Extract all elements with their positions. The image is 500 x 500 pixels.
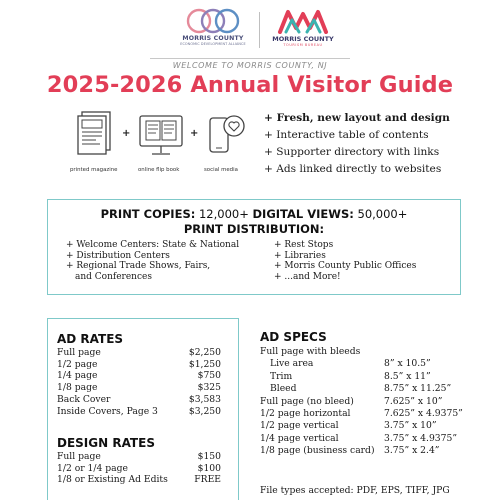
rate-price: $1,250 — [188, 358, 221, 370]
design-rates-heading: DESIGN RATES — [57, 436, 155, 450]
rate-label: 1/2 page — [57, 358, 98, 370]
feature-item: + Fresh, new layout and design — [264, 112, 450, 124]
rate-row — [57, 451, 221, 463]
list-item: + Rest Stops — [274, 240, 334, 250]
rate-row — [57, 382, 221, 394]
rate-price: $3,583 — [188, 393, 221, 405]
format-label: online flip book — [138, 167, 180, 173]
tourism-logo-mark-icon — [277, 8, 329, 34]
logo-divider — [259, 12, 260, 48]
distribution-box — [47, 199, 461, 295]
list-item: + Regional Trade Shows, Fairs, — [66, 261, 211, 272]
rate-label: Full page — [57, 347, 101, 358]
list-item: + Libraries — [274, 250, 326, 261]
magazine-icon — [76, 110, 116, 166]
header-logos — [0, 6, 500, 58]
rate-label: Back Cover — [57, 393, 111, 405]
edc-logo-line1: MORRIS COUNTY — [182, 35, 244, 42]
edc-logo-line2: ECONOMIC DEVELOPMENT ALLIANCE — [180, 42, 246, 46]
rate-label: Full page — [57, 451, 101, 462]
edc-logo — [172, 8, 254, 46]
rate-price: $325 — [197, 382, 221, 394]
feature-item: + Interactive table of contents — [264, 129, 429, 141]
digital-views-value: 50,000+ — [353, 207, 408, 221]
rate-label: 1/4 page — [57, 370, 98, 382]
format-label: printed magazine — [70, 167, 118, 173]
spec-row — [260, 445, 480, 457]
spec-value: 3.75” x 2.4” — [384, 445, 440, 457]
rate-row — [57, 406, 221, 418]
spec-label: Trim — [270, 370, 293, 382]
rate-price: FREE — [194, 474, 221, 486]
file-types-note: File types accepted: PDF, EPS, TIFF, JPG — [260, 485, 450, 496]
ad-rates-list — [57, 347, 221, 417]
monitor-icon — [138, 110, 184, 166]
spec-value: 7.625” x 10” — [384, 395, 443, 407]
distribution-heading: PRINT DISTRIBUTION: — [183, 222, 325, 236]
spec-label: Full page with bleeds — [260, 346, 361, 357]
list-item: and Conferences — [75, 271, 152, 282]
welcome-divider — [150, 58, 350, 59]
format-label: social media — [204, 167, 238, 173]
distribution-list-right — [274, 240, 454, 282]
rate-label: 1/8 page — [57, 382, 98, 394]
tourism-logo-line2: TOURISM BUREAU — [283, 43, 323, 47]
list-item: + ...and More! — [274, 271, 341, 282]
list-item: + Distribution Centers — [66, 250, 170, 261]
list-item: + Morris County Public Offices — [274, 261, 417, 272]
ad-specs-list — [260, 346, 480, 458]
spec-row — [260, 346, 480, 358]
spec-value: 3.75” x 10” — [384, 420, 437, 432]
rate-row — [57, 474, 221, 486]
spec-label: Bleed — [270, 383, 297, 395]
spec-label: Live area — [270, 358, 314, 370]
rate-label: Inside Covers, Page 3 — [57, 405, 158, 417]
list-item: + Welcome Centers: State & National — [66, 240, 240, 250]
format-icons — [68, 110, 268, 180]
rate-price: $150 — [197, 451, 221, 462]
spec-label: 1/2 page vertical — [260, 420, 339, 432]
feature-item: + Ads linked directly to websites — [264, 163, 442, 175]
ad-specs-heading: AD SPECS — [260, 330, 327, 344]
page-title: 2025-2026 Annual Visitor Guide — [46, 72, 454, 98]
rate-row — [57, 359, 221, 371]
phone-heart-icon — [206, 110, 250, 166]
spec-label: 1/2 page horizontal — [260, 407, 351, 419]
rates-box — [47, 318, 239, 500]
ad-rates-heading: AD RATES — [57, 332, 124, 346]
rate-row — [57, 463, 221, 475]
rate-price: $100 — [197, 462, 221, 474]
spec-value: 8.5” x 11” — [384, 370, 431, 382]
tourism-logo-line1: MORRIS COUNTY — [272, 35, 334, 43]
spec-value: 8” x 10.5” — [384, 358, 431, 370]
spec-value: 8.75” x 11.25” — [384, 383, 452, 395]
spec-row — [260, 358, 480, 370]
feature-item: + Supporter directory with links — [264, 146, 440, 158]
edc-logo-mark-icon — [183, 8, 243, 34]
spec-label: Full page (no bleed) — [260, 395, 354, 407]
plus-sign: + — [122, 128, 131, 139]
feature-list — [264, 110, 494, 178]
rate-row — [57, 347, 221, 359]
spec-row — [260, 371, 480, 383]
digital-views-label: DIGITAL VIEWS: — [252, 207, 354, 221]
rate-price: $750 — [197, 370, 221, 382]
tourism-logo — [266, 8, 340, 47]
print-copies-label: PRINT COPIES: — [100, 207, 196, 221]
spec-label: 1/8 page (business card) — [260, 445, 375, 457]
design-rates-list — [57, 451, 221, 486]
distribution-list-left — [66, 240, 266, 282]
spec-row — [260, 396, 480, 408]
rate-label: 1/8 or Existing Ad Edits — [57, 474, 168, 486]
welcome-tagline: WELCOME TO MORRIS COUNTY, NJ — [172, 61, 328, 70]
rate-price: $3,250 — [188, 405, 221, 417]
spec-value: 7.625” x 4.9375” — [384, 407, 463, 419]
spec-row — [260, 408, 480, 420]
rate-row — [57, 394, 221, 406]
spec-row — [260, 383, 480, 395]
rate-label: 1/2 or 1/4 page — [57, 462, 128, 474]
circulation-stats — [48, 207, 460, 221]
print-copies-value: 12,000+ — [195, 207, 253, 221]
rate-row — [57, 370, 221, 382]
spec-row — [260, 420, 480, 432]
spec-row — [260, 433, 480, 445]
rate-price: $2,250 — [188, 347, 221, 358]
spec-value: 3.75” x 4.9375” — [384, 432, 458, 444]
spec-label: 1/4 page vertical — [260, 432, 339, 444]
plus-sign: + — [190, 128, 199, 139]
